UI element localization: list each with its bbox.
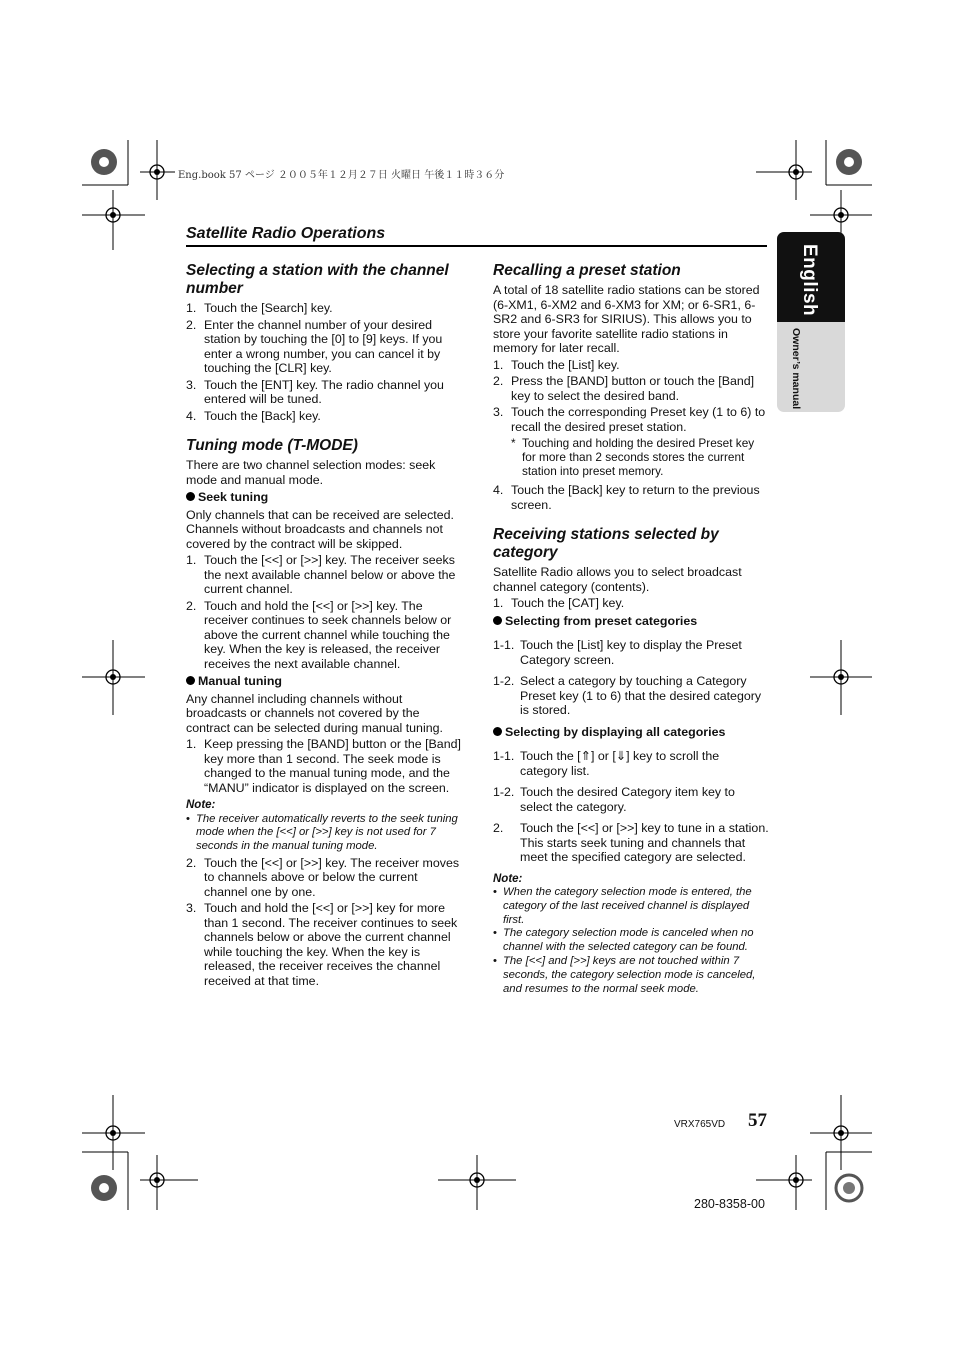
right-column — [493, 262, 769, 996]
category-step1 — [493, 596, 769, 611]
note-text: When the category selection mode is entered, the category of the last received channel is displayed first. — [503, 886, 752, 926]
recalling-preset-intro: A total of 18 satellite radio stations can be stored (6-XM1, 6-XM2 and 6-XM3 for XM; or 6-SR1, 6-SR2 and 6-SR3 for SIRIUS). This allows you to store your favorite satellite radio stations in memory for later recall. — [493, 283, 760, 355]
seek-tuning-label: Seek tuning — [198, 490, 269, 504]
left-column — [186, 262, 464, 990]
all-categories-heading — [493, 725, 769, 740]
step-number: 1. — [186, 553, 197, 567]
list-item — [493, 358, 769, 373]
step-text: Touch the [List] key. — [511, 357, 620, 372]
heading-recalling-preset: Recalling a preset station — [493, 262, 681, 279]
step-text: Select a category by touching a Category Preset key (1 to 6) that the desired category is stored. — [520, 674, 762, 717]
tab-manual-label: Owner’s manual — [790, 328, 802, 410]
step-number: 3. — [186, 901, 197, 916]
preset-hold-tip — [493, 436, 769, 478]
step-text: Touch the corresponding Preset key (1 to 6) to recall the desired preset station. — [511, 405, 766, 434]
manual-tuning-steps — [186, 737, 464, 795]
bullet-icon: • — [493, 954, 497, 967]
preset-categories-steps — [493, 638, 769, 718]
step-text: Touch the [List] key to display the Preset Category screen. — [520, 638, 742, 667]
step-number: 2. — [186, 855, 197, 870]
step-number: 3. — [493, 405, 504, 419]
step-text: Touch the [ENT] key. The radio channel you entered will be tuned. — [204, 377, 444, 406]
note-text: The receiver automatically reverts to the seek tuning mode when the [<<] or [>>] key is not used for 7 seconds in the manual tuning mode. — [196, 812, 458, 853]
list-item — [186, 553, 464, 597]
step-text: Touch the [Search] key. — [204, 301, 333, 315]
heading-channel-number: Selecting a station with the channel number — [186, 262, 449, 297]
preset-categories-label: Selecting from preset categories — [505, 613, 698, 628]
step-number: 1. — [186, 301, 197, 315]
step-number: 1-2. — [493, 785, 515, 799]
step-text: Touch the [<<] or [>>] key. The receiver seeks the next available channel below or above the current channel. — [204, 553, 456, 596]
step-text: Touch and hold the [<<] or [>>] key for more than 1 second. The receiver continues to seek channels below or above the current channel while touching the key. When the key is released, the receiver receives the channel received at that time. — [204, 901, 458, 988]
tip-text: Touching and holding the desired Preset key for more than 2 seconds stores the current station into preset memory. — [522, 436, 755, 478]
list-item — [493, 596, 769, 611]
step-text: Touch the [⇑] or [⇓] key to scroll the category list. — [520, 749, 720, 778]
list-item — [186, 301, 464, 316]
channel-number-steps — [186, 301, 464, 423]
tab-language-label: English — [799, 244, 820, 317]
seek-tuning-intro: Only channels that can be received are selected. Channels without broadcasts and channels not covered by the contract will be skipped. — [186, 507, 454, 551]
step-number: 1. — [493, 596, 504, 610]
list-item — [186, 599, 464, 672]
list-item — [186, 901, 464, 988]
list-item — [493, 374, 769, 403]
manual-tuning-steps-more — [186, 856, 464, 989]
part-number: 280-8358-00 — [694, 1197, 765, 1211]
manual-tuning-heading — [186, 674, 464, 689]
preset-categories-heading — [493, 614, 769, 629]
note-item — [186, 813, 464, 854]
seek-tuning-heading — [186, 490, 464, 505]
step-number: 2. — [493, 821, 504, 835]
note-title: Note: — [186, 799, 216, 811]
bullet-icon: • — [493, 927, 497, 940]
step-number: 3. — [186, 377, 197, 392]
bullet-icon: • — [493, 886, 497, 898]
list-item — [493, 749, 769, 778]
list-item — [493, 638, 769, 667]
note-item — [493, 886, 769, 927]
all-categories-label: Selecting by displaying all categories — [505, 724, 726, 739]
step-text: Touch the [Back] key to return to the previous screen. — [511, 483, 760, 512]
bullet-icon — [493, 616, 502, 625]
step-text: Touch and hold the [<<] or [>>] key. The receiver continues to seek channels below or above the current channel while touching the key. When the key is released, the receiver receives the next available channel. — [204, 598, 452, 671]
bullet-icon — [186, 492, 195, 501]
recalling-preset-step4 — [493, 483, 769, 512]
asterisk-mark: * — [511, 436, 516, 450]
page-number: 57 — [748, 1110, 767, 1131]
list-item — [493, 483, 769, 512]
header-rule — [186, 245, 767, 247]
note-text: The [<<] and [>>] keys are not touched within 7 seconds, the category selection mode is canceled, and resumes to the normal seek mode. — [503, 954, 756, 995]
step-number: 2. — [493, 374, 504, 388]
recalling-preset-steps — [493, 358, 769, 435]
list-item — [186, 737, 464, 795]
category-intro: Satellite Radio allows you to select broadcast channel category (contents). — [493, 565, 742, 594]
tuning-mode-intro: There are two channel selection modes: seek mode and manual mode. — [186, 458, 436, 487]
step-number: 1. — [186, 737, 197, 751]
list-item — [186, 318, 464, 376]
step-number: 1-1. — [493, 749, 515, 763]
step-text: Touch the [<<] or [>>] key. The receiver moves to channels above or below the current channel one by one. — [204, 855, 460, 899]
list-item — [493, 405, 769, 434]
bullet-icon — [186, 676, 195, 685]
step-text: Keep pressing the [BAND] button or the [Band] key more than 1 second. The seek mode is changed to the manual tuning mode, and the “MANU” indicator is displayed on the screen. — [204, 737, 461, 795]
step-number: 2. — [186, 598, 197, 613]
note-item — [493, 927, 769, 955]
print-header: Eng.book 57 ページ ２００５年１２月２７日 火曜日 午後１１時３６分 — [178, 170, 505, 181]
list-item — [186, 378, 464, 407]
list-item — [493, 674, 769, 718]
language-tab — [777, 232, 845, 412]
step-number: 1-2. — [493, 674, 515, 688]
step-number: 2. — [186, 317, 197, 332]
step-text: Touch the [Back] key. — [204, 408, 321, 423]
step-number: 4. — [186, 408, 197, 423]
step-number: 1. — [493, 357, 504, 372]
note-item — [493, 955, 769, 996]
model-number: VRX765VD — [674, 1119, 726, 1130]
step-text: Touch the desired Category item key to select the category. — [520, 785, 735, 814]
all-categories-steps — [493, 749, 769, 865]
heading-tuning-mode: Tuning mode (T-MODE) — [186, 437, 358, 454]
list-item — [186, 856, 464, 900]
step-text: Press the [BAND] button or touch the [Band] key to select the desired band. — [511, 374, 755, 403]
list-item — [493, 821, 769, 865]
seek-tuning-steps — [186, 553, 464, 671]
heading-category: Receiving stations selected by category — [493, 526, 719, 561]
note-title: Note: — [493, 872, 523, 885]
list-item — [186, 409, 464, 424]
list-item — [493, 785, 769, 814]
section-title: Satellite Radio Operations — [186, 225, 386, 242]
note-text: The category selection mode is canceled when no channel with the selected category can be found. — [503, 927, 754, 954]
bullet-icon: • — [186, 812, 190, 825]
manual-tuning-intro: Any channel including channels without broadcasts or channels not covered by the contract can be selected during manual tuning. — [186, 691, 443, 735]
step-number: 1-1. — [493, 638, 515, 652]
step-text: Enter the channel number of your desired station by touching the [0] to [9] keys. If you enter a wrong number, you can cancel it by touching the [CLR] key. — [204, 317, 443, 375]
step-text: Touch the [<<] or [>>] key to tune in a station. This starts seek tuning and channels that meet the specified category are selected. — [520, 821, 769, 864]
step-number: 4. — [493, 483, 504, 497]
step-text: Touch the [CAT] key. — [511, 596, 625, 610]
manual-tuning-label: Manual tuning — [198, 674, 282, 688]
bullet-icon — [493, 727, 502, 736]
